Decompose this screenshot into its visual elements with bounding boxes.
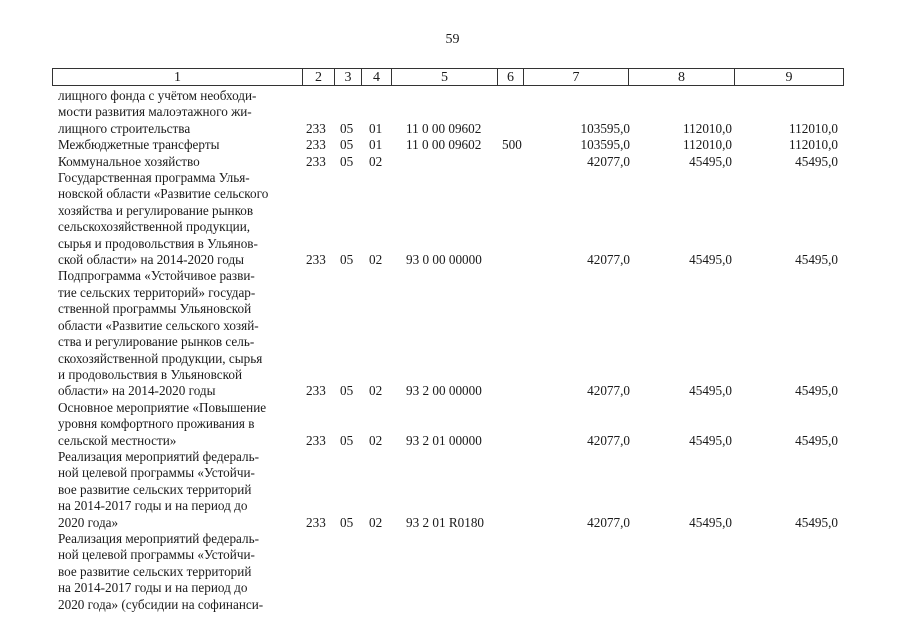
description-line: ной целевой программы «Устойчи-: [58, 465, 255, 481]
header-col-3: 3: [335, 69, 362, 85]
page-number: 59: [445, 32, 460, 47]
table-row: [58, 531, 848, 613]
target-article: 93 2 00 00000: [406, 383, 482, 399]
amount-col-9: 45495,0: [795, 153, 838, 169]
section-code: 05: [340, 383, 354, 399]
admin-code: 233: [306, 137, 326, 153]
amount-col-9: 45495,0: [795, 383, 838, 399]
admin-code: 233: [306, 383, 326, 399]
row-description: [58, 268, 300, 399]
table-row: [58, 400, 848, 449]
amount-col-9: 45495,0: [795, 432, 838, 448]
subsection-code: 02: [369, 432, 383, 448]
row-description: [58, 170, 300, 268]
description-line: Подпрограмма «Устойчивое разви-: [58, 268, 255, 284]
amount-col-7: 42077,0: [587, 153, 630, 169]
section-code: 05: [340, 137, 354, 153]
description-line: мости развития малоэтажного жи-: [58, 104, 252, 120]
description-line: сырья и продовольствия в Ульянов-: [58, 235, 258, 251]
table-row: [58, 154, 848, 170]
description-line: Коммунальное хозяйство: [58, 153, 200, 169]
description-line: Государственная программа Улья-: [58, 170, 250, 186]
description-line: на 2014-2017 годы и на период до: [58, 580, 248, 596]
target-article: 93 2 01 R0180: [406, 514, 485, 530]
subsection-code: 01: [369, 120, 383, 136]
subsection-code: 01: [369, 137, 383, 153]
amount-col-9: 112010,0: [789, 137, 838, 153]
description-line: ственной программы Ульяновской: [58, 301, 252, 317]
header-col-7: 7: [524, 69, 629, 85]
description-line: Реализация мероприятий федераль-: [58, 448, 259, 464]
description-line: скохозяйственной продукции, сырья: [58, 350, 263, 366]
description-line: сельскохозяйственной продукции,: [58, 219, 251, 235]
admin-code: 233: [306, 432, 326, 448]
description-line: и продовольствия в Ульяновской: [58, 366, 243, 382]
description-line: 2020 года» (субсидии на софинанси-: [58, 596, 264, 612]
description-line: ства и регулирование рынков сель-: [58, 334, 255, 350]
amount-col-8: 45495,0: [689, 252, 732, 268]
amount-col-7: 42077,0: [587, 514, 630, 530]
header-col-5: 5: [392, 69, 498, 85]
description-line: тие сельских территорий» государ-: [58, 284, 256, 300]
header-col-1: 1: [53, 69, 303, 85]
amount-col-8: 112010,0: [683, 120, 732, 136]
description-line: лищного фонда с учётом необходи-: [58, 88, 257, 103]
description-line: 2020 года»: [58, 514, 119, 530]
table-row: [58, 170, 848, 268]
description-line: лищного строительства: [58, 120, 191, 136]
amount-col-7: 103595,0: [580, 137, 630, 153]
description-line: области» на 2014-2020 годы: [58, 383, 216, 399]
table-row: [58, 137, 848, 153]
row-description: [58, 88, 300, 137]
description-line: вое развитие сельских территорий: [58, 481, 252, 497]
target-article: 93 0 00 00000: [406, 252, 482, 268]
table-row: [58, 88, 848, 137]
description-line: Основное мероприятие «Повышение: [58, 399, 267, 415]
section-code: 05: [340, 153, 354, 169]
header-col-2: 2: [303, 69, 335, 85]
header-col-9: 9: [785, 70, 793, 85]
table-header: [52, 68, 844, 86]
subsection-code: 02: [369, 383, 383, 399]
section-code: 05: [340, 252, 354, 268]
amount-col-8: 45495,0: [689, 153, 732, 169]
subsection-code: 02: [369, 252, 383, 268]
amount-col-9: 112010,0: [789, 120, 838, 136]
row-description: [58, 154, 300, 170]
table-body: [58, 88, 848, 613]
amount-col-7: 42077,0: [587, 383, 630, 399]
amount-col-7: 42077,0: [587, 432, 630, 448]
header-col-6: 6: [498, 69, 524, 85]
amount-col-8: 112010,0: [683, 137, 732, 153]
table-row: [58, 449, 848, 531]
section-code: 05: [340, 120, 354, 136]
amount-col-8: 45495,0: [689, 432, 732, 448]
expense-type: 500: [502, 137, 522, 153]
amount-col-7: 103595,0: [580, 120, 630, 136]
section-code: 05: [340, 432, 354, 448]
description-line: хозяйства и регулирование рынков: [58, 202, 254, 218]
description-line: Межбюджетные трансферты: [58, 137, 220, 153]
admin-code: 233: [306, 153, 326, 169]
amount-col-7: 42077,0: [587, 252, 630, 268]
header-col-8: 8: [629, 69, 735, 85]
description-line: новской области «Развитие сельского: [58, 186, 269, 202]
table-row: [58, 268, 848, 399]
amount-col-8: 45495,0: [689, 383, 732, 399]
admin-code: 233: [306, 514, 326, 530]
target-article: 11 0 00 09602: [406, 120, 482, 136]
row-description: [58, 400, 300, 449]
amount-col-8: 45495,0: [689, 514, 732, 530]
target-article: 11 0 00 09602: [406, 137, 482, 153]
target-article: 93 2 01 00000: [406, 432, 482, 448]
row-description: [58, 531, 300, 613]
row-description: [58, 449, 300, 531]
admin-code: 233: [306, 252, 326, 268]
amount-col-9: 45495,0: [795, 514, 838, 530]
subsection-code: 02: [369, 153, 383, 169]
row-description: [58, 137, 300, 153]
description-line: ской области» на 2014-2020 годы: [58, 252, 245, 268]
description-line: на 2014-2017 годы и на период до: [58, 498, 248, 514]
amount-col-9: 45495,0: [795, 252, 838, 268]
description-line: Реализация мероприятий федераль-: [58, 530, 259, 546]
description-line: области «Развитие сельского хозяй-: [58, 317, 259, 333]
section-code: 05: [340, 514, 354, 530]
header-col-4: 4: [362, 69, 392, 85]
description-line: ной целевой программы «Устойчи-: [58, 547, 255, 563]
description-line: сельской местности»: [58, 432, 177, 448]
description-line: уровня комфортного проживания в: [58, 416, 255, 432]
subsection-code: 02: [369, 514, 383, 530]
description-line: вое развитие сельских территорий: [58, 563, 252, 579]
admin-code: 233: [306, 120, 326, 136]
